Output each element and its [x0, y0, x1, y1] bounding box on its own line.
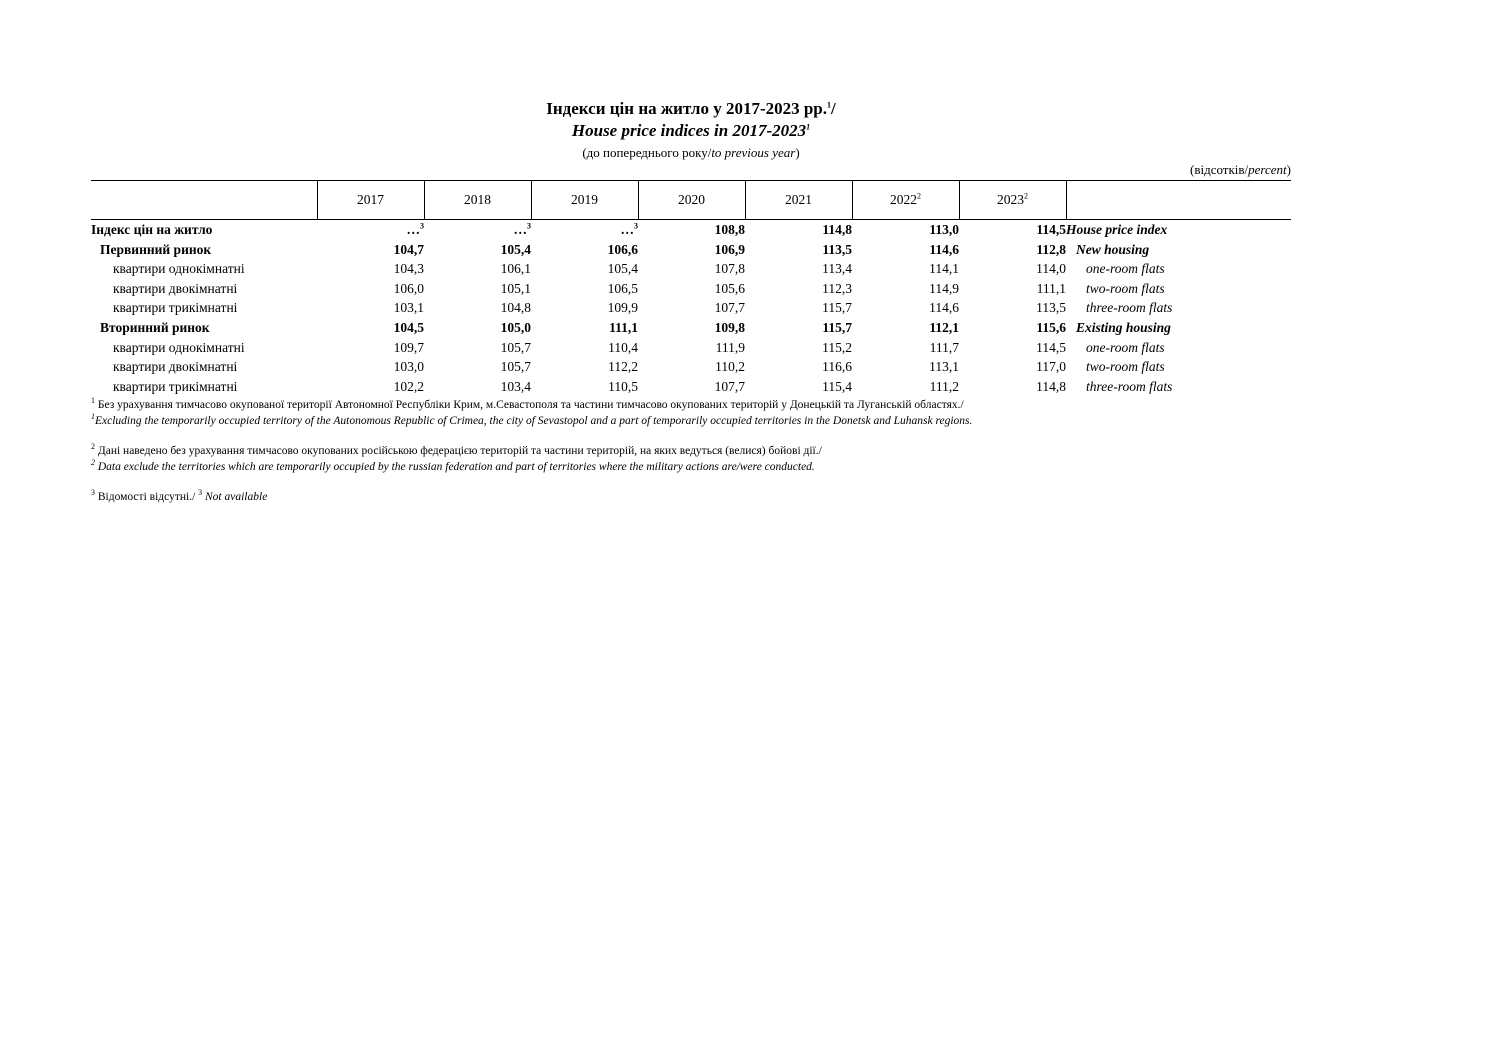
value-cell: 111,7 [929, 339, 959, 355]
footnote-2-en: $^2$ Data exclude the territories which are temporarily occupied by the russian federation and part of territories where the military actions are/were conducted. [91, 458, 815, 473]
value-cell: 114,8 [1036, 378, 1066, 394]
value-cell: 115,2 [822, 339, 852, 355]
header-year: 2018 [424, 181, 531, 220]
value-cell: 111,1 [1036, 280, 1066, 296]
value-cell: 114,6 [929, 300, 959, 316]
footnote-3: $^3$ Відомості відсутні./ $^3$ Not available [91, 488, 268, 503]
value-cell: 116,6 [822, 359, 852, 375]
value-cell: 114,0 [1036, 261, 1066, 277]
header-year: 2020 [638, 181, 745, 220]
row-label-ukrainian: квартири трикімнатні [113, 300, 238, 316]
row-label-english: House price index [1066, 222, 1168, 237]
value-cell: 105,7 [500, 339, 531, 355]
table-row [91, 377, 1291, 397]
table-row [91, 357, 1291, 377]
value-cell: 110,2 [715, 359, 745, 375]
row-label-ukrainian: Індекс цін на житло [91, 222, 213, 237]
value-cell: 111,2 [929, 378, 959, 394]
value-cell: 104,8 [500, 300, 531, 316]
row-label-ukrainian: квартири трикімнатні [113, 378, 238, 394]
value-cell: 115,4 [822, 378, 852, 394]
value-cell: 114,1 [929, 261, 959, 277]
value-cell: 114,6 [929, 241, 959, 257]
footnote-2-ua: $^2$ Дані наведено без урахування тимчасово окупованих російською федерацією територій та частини територій, на яких ведуться (велися) бойові дії./ [91, 442, 822, 457]
value-cell: 113,4 [822, 261, 852, 277]
value-cell: 111,9 [715, 339, 745, 355]
value-cell: …$^3$ [620, 221, 638, 237]
value-cell: 109,9 [607, 300, 638, 316]
row-label-english: one-room flats [1086, 339, 1165, 355]
value-cell: 106,0 [393, 280, 424, 296]
header-year: 2017 [317, 181, 424, 220]
table-body [91, 220, 1291, 397]
value-cell: 105,4 [500, 241, 531, 257]
row-label-english: one-room flats [1086, 261, 1165, 277]
value-cell: 114,5 [1036, 222, 1066, 237]
table-row [91, 220, 1291, 240]
value-cell: 103,0 [393, 359, 424, 375]
row-label-english: Existing housing [1076, 319, 1171, 335]
table-row [91, 338, 1291, 358]
value-cell: 111,1 [609, 319, 638, 335]
subtitle: (до попереднього року/to previous year) [582, 145, 800, 160]
value-cell: 113,1 [929, 359, 959, 375]
header-year: 2022$^2$ [852, 181, 959, 220]
value-cell: 114,9 [929, 280, 959, 296]
value-cell: 113,5 [1036, 300, 1066, 316]
header-row [91, 181, 1291, 220]
title-english: House price indices in 2017-2023$^1$ [571, 121, 811, 140]
price-index-table [91, 180, 1291, 396]
header-blank-label [91, 181, 317, 220]
footnote-1-en: $^1$Excluding the temporarily occupied territory of the Autonomous Republic of Crimea, the city of Sevastopol and a part of temporarily occupied territories in the Donetsk and Luhansk regions. [91, 412, 973, 427]
header-year: 2023$^2$ [959, 181, 1066, 220]
row-label-ukrainian: квартири двокімнатні [113, 280, 238, 296]
value-cell: 106,5 [607, 280, 638, 296]
value-cell: 106,6 [607, 241, 638, 257]
value-cell: 117,0 [1036, 359, 1066, 375]
value-cell: 112,8 [1036, 241, 1066, 257]
value-cell: 103,4 [500, 378, 531, 394]
row-label-english: three-room flats [1086, 300, 1173, 316]
row-label-english: New housing [1076, 241, 1150, 257]
value-cell: 107,7 [714, 300, 745, 316]
table-row [91, 318, 1291, 338]
header-year: 2019 [531, 181, 638, 220]
value-cell: 104,3 [393, 261, 424, 277]
title-ukrainian: Індекси цін на житло у 2017-2023 рр.$^1$/ [546, 99, 836, 118]
footnotes [91, 397, 1291, 505]
value-cell: 114,5 [1036, 339, 1066, 355]
value-cell: 108,8 [714, 222, 745, 237]
value-cell: 102,2 [393, 378, 424, 394]
value-cell: 105,6 [714, 280, 745, 296]
row-label-ukrainian: Первинний ринок [100, 241, 212, 257]
value-cell: 109,7 [393, 339, 424, 355]
value-cell: …$^3$ [406, 221, 424, 237]
value-cell: 104,5 [393, 319, 424, 335]
value-cell: 107,8 [714, 261, 745, 277]
value-cell: 104,7 [393, 241, 424, 257]
value-cell: 105,4 [607, 261, 638, 277]
value-cell: 109,8 [714, 319, 745, 335]
value-cell: 112,1 [929, 319, 959, 335]
value-cell: 105,0 [500, 319, 531, 335]
value-cell: 115,7 [822, 300, 852, 316]
value-cell: 115,7 [822, 319, 852, 335]
table-row [91, 259, 1291, 279]
table-row [91, 279, 1291, 299]
value-cell: 113,0 [929, 222, 959, 237]
row-label-english: three-room flats [1086, 378, 1173, 394]
table-title-block [0, 98, 1382, 162]
row-label-ukrainian: Вторинний ринок [100, 319, 210, 335]
value-cell: 103,1 [393, 300, 424, 316]
footnote-1-ua: $^1$ Без урахування тимчасово окупованої території Автономної Республіки Крим, м.Севастополя та частини тимчасово окупованих територій у Донецькій та Луганській областях./ [91, 396, 964, 411]
row-label-ukrainian: квартири двокімнатні [113, 359, 238, 375]
row-label-english: two-room flats [1086, 359, 1165, 375]
value-cell: 112,3 [822, 280, 852, 296]
value-cell: 107,7 [714, 378, 745, 394]
value-cell: 106,1 [500, 261, 531, 277]
value-cell: 105,7 [500, 359, 531, 375]
header-year: 2021 [745, 181, 852, 220]
value-cell: 113,5 [822, 241, 852, 257]
table-row [91, 240, 1291, 260]
units-label: (відсотків/percent) [1190, 162, 1291, 177]
value-cell: 106,9 [714, 241, 745, 257]
row-label-english: two-room flats [1086, 280, 1165, 296]
row-label-ukrainian: квартири однокімнатні [113, 261, 245, 277]
header-blank-english [1066, 181, 1291, 220]
value-cell: 112,2 [608, 359, 638, 375]
value-cell: 110,5 [608, 378, 638, 394]
value-cell: 115,6 [1036, 319, 1066, 335]
value-cell: 114,8 [822, 222, 852, 237]
value-cell: 110,4 [608, 339, 638, 355]
table-row [91, 298, 1291, 318]
row-label-ukrainian: квартири однокімнатні [113, 339, 245, 355]
value-cell: …$^3$ [513, 221, 531, 237]
value-cell: 105,1 [500, 280, 531, 296]
